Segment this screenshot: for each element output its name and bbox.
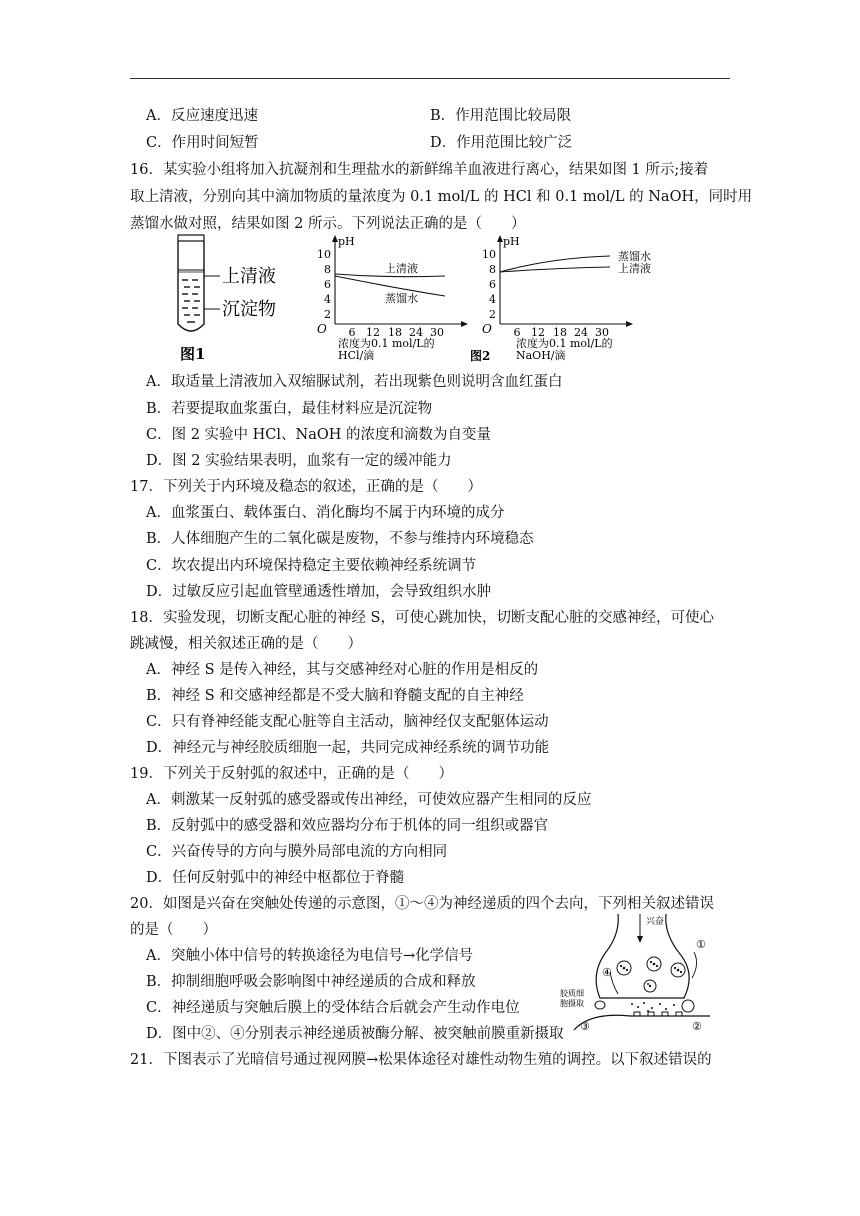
fig2a-ytick: 4 [324, 293, 331, 306]
fig2a-series1-label: 上清液 [385, 262, 418, 275]
fig2-caption: 图2 [470, 349, 491, 363]
fig2b-xlabel-1: 浓度为0.1 mol/L的 [516, 337, 613, 350]
fig2b-xtick: 18 [553, 326, 567, 339]
q16-option-d[interactable]: D．图 2 实验结果表明，血浆有一定的缓冲能力 [146, 453, 452, 469]
q17-option-c[interactable]: C．坎农提出内环境保持稳定主要依赖神经系统调节 [146, 558, 477, 574]
fig2a-xtick: 18 [388, 326, 402, 339]
fig2a-ytick: 8 [324, 263, 331, 276]
fig2a-xlabel-2: HCl/滴 [338, 349, 375, 362]
q20-option-d[interactable]: D．图中②、④分别表示神经递质被酶分解、被突触前膜重新摄取 [146, 1026, 564, 1042]
glia-label-1: 胶质细 [560, 989, 584, 998]
q19-option-b[interactable]: B．反射弧中的感受器和效应器均分布于机体的同一组织或器官 [146, 818, 549, 834]
fig2b-ytick: 2 [489, 308, 496, 321]
q15-option-c[interactable]: C．作用时间短暂 [146, 135, 259, 151]
q18-stem-line-1: 18．实验发现，切断支配心脏的神经 S，可使心跳加快，切断支配心脏的交感神经，可使心 [130, 610, 714, 626]
fig2a-origin: O [317, 322, 327, 336]
q20-option-c[interactable]: C．神经递质与突触后膜上的受体结合后就会产生动作电位 [146, 1000, 520, 1016]
fig2a-xtick: 24 [409, 326, 423, 339]
fig2b-ylabel: pH [503, 235, 520, 248]
postsynaptic-membrane [574, 1015, 710, 1030]
enzyme [682, 1000, 694, 1012]
q20-option-b[interactable]: B．抑制细胞呼吸会影响图中神经递质的合成和释放 [146, 974, 476, 990]
fig2a-ytick: 10 [317, 248, 331, 261]
q20-option-a[interactable]: A．突触小体中信号的转换途径为电信号→化学信号 [146, 948, 474, 964]
q19-option-c[interactable]: C．兴奋传导的方向与膜外局部电流的方向相同 [146, 844, 448, 860]
q18-option-d[interactable]: D．神经元与神经胶质细胞一起，共同完成神经系统的调节功能 [146, 740, 550, 756]
fig2b-ytick: 6 [489, 278, 496, 291]
fig2b-series2-label: 上清液 [618, 262, 651, 275]
q16-option-a[interactable]: A．取适量上清液加入双缩脲试剂，若出现紫色则说明含血红蛋白 [146, 374, 563, 390]
q16-stem-line-2: 取上清液，分别向其中滴加物质的量浓度为 0.1 mol/L 的 HCl 和 0.1 mol/L 的 NaOH，同时用 [130, 189, 753, 205]
fig2b-xtick: 12 [531, 326, 545, 339]
fig2a-series2-label: 蒸馏水 [385, 292, 418, 305]
q17-stem: 17．下列关于内环境及稳态的叙述，正确的是（ ） [130, 479, 482, 495]
q16-stem-line-3: 蒸馏水做对照，结果如图 2 所示。下列说法正确的是（ ） [130, 216, 526, 232]
q20-stem-line-2: 的是（ ） [130, 922, 217, 938]
q17-option-a[interactable]: A．血浆蛋白、载体蛋白、消化酶均不属于内环境的成分 [146, 505, 505, 521]
q15-option-d[interactable]: D．作用范围比较广泛 [430, 135, 573, 151]
label-4: ④ [602, 966, 612, 979]
synaptic-vesicles [617, 957, 685, 992]
fig1-label-sediment: 沉淀物 [222, 299, 276, 320]
fig2b-xtick: 30 [595, 326, 609, 339]
label-1: ① [696, 938, 706, 951]
q20-stem-line-1: 20．如图是兴奋在突触处传递的示意图，①～④为神经递质的四个去向，下列相关叙述错误 [130, 896, 714, 912]
fig1-test-tube [178, 235, 276, 363]
label-2: ② [692, 1020, 702, 1033]
fig2b-line-distilled [500, 256, 610, 272]
fig1-caption: 图1 [180, 345, 206, 363]
q18-option-b[interactable]: B．神经 S 和交感神经都是不受大脑和脊髓支配的自主神经 [146, 688, 524, 704]
q15-option-b[interactable]: B．作用范围比较局限 [430, 108, 572, 124]
fig2b-chart [470, 235, 651, 363]
fig2b-series1-label: 蒸馏水 [618, 250, 651, 263]
q16-option-b[interactable]: B．若要提取血浆蛋白，最佳材料应是沉淀物 [146, 401, 433, 417]
glia-label-2: 胞摄取 [560, 999, 584, 1008]
header-rule [130, 78, 730, 79]
q18-option-a[interactable]: A．神经 S 是传入神经，其与交感神经对心脏的作用是相反的 [146, 662, 539, 678]
fig1-label-supernatant: 上清液 [222, 266, 276, 287]
fig2b-xtick: 24 [574, 326, 588, 339]
q18-stem-line-2: 跳减慢，相关叙述正确的是（ ） [130, 636, 362, 652]
fig2a-xlabel-1: 浓度为0.1 mol/L的 [338, 337, 435, 350]
q19-stem: 19．下列关于反射弧的叙述中，正确的是（ ） [130, 766, 453, 782]
fig2a-xtick: 12 [366, 326, 380, 339]
fig2b-ytick: 10 [482, 248, 496, 261]
fig2b-ytick: 4 [489, 293, 496, 306]
neurotransmitter-dots [631, 1002, 675, 1012]
label-3: ③ [580, 1020, 590, 1033]
fig2a-xtick: 6 [348, 326, 356, 339]
fig2b-xtick: 6 [513, 326, 521, 339]
presynaptic-terminal [596, 914, 689, 998]
q21-stem: 21．下图表示了光暗信号通过视网膜→松果体途径对雄性动物生殖的调控。以下叙述错误的 [130, 1052, 712, 1068]
glial-cell [595, 1001, 605, 1009]
q17-option-d[interactable]: D．过敏反应引起血管壁通透性增加，会导致组织水肿 [146, 584, 492, 600]
q16-option-c[interactable]: C．图 2 实验中 HCl、NaOH 的浓度和滴数为自变量 [146, 427, 491, 443]
q19-option-a[interactable]: A．刺激某一反射弧的感受器或传出神经，可使效应器产生相同的反应 [146, 792, 592, 808]
fig2a-ytick: 6 [324, 278, 331, 291]
fig2b-ytick: 8 [489, 263, 496, 276]
synapse-diagram [560, 912, 730, 1042]
fig2b-xlabel-2: NaOH/滴 [516, 349, 566, 362]
fig2a-ylabel: pH [338, 235, 355, 248]
excitation-label: 兴奋 [646, 917, 665, 927]
fig2a-chart [317, 235, 468, 362]
fig2a-xtick: 30 [430, 326, 444, 339]
q19-option-d[interactable]: D．任何反射弧中的神经中枢都位于脊髓 [146, 870, 405, 886]
q15-option-a[interactable]: A．反应速度迅速 [146, 108, 258, 124]
q16-stem-line-1: 16．某实验小组将加入抗凝剂和生理盐水的新鲜绵羊血液进行离心，结果如图 1 所示;接着 [130, 162, 709, 178]
q18-option-c[interactable]: C．只有脊神经能支配心脏等自主活动，脑神经仅支配躯体运动 [146, 714, 549, 730]
fig2b-origin: O [482, 322, 492, 336]
q16-figures [160, 232, 680, 367]
fig2a-ytick: 2 [324, 308, 331, 321]
q17-option-b[interactable]: B．人体细胞产生的二氧化碳是废物，不参与维持内环境稳态 [146, 531, 534, 547]
